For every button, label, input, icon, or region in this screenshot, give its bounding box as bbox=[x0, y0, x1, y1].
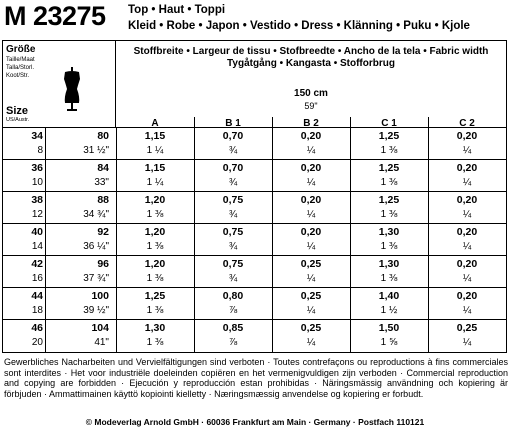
fabric-meters: 0,20 bbox=[300, 130, 322, 142]
size-eu-1: 42 bbox=[31, 258, 43, 270]
column-header: B 1 bbox=[225, 118, 241, 129]
fabric-yards: ¼ bbox=[306, 305, 316, 316]
size-eu-1: 36 bbox=[31, 162, 43, 174]
size-us-2: 39 ½" bbox=[83, 305, 109, 316]
fabric-meters: 1,20 bbox=[144, 258, 166, 270]
column-header: C 2 bbox=[459, 118, 475, 129]
size-eu-2: 104 bbox=[91, 322, 109, 334]
fabric-meters: 1,30 bbox=[144, 322, 166, 334]
fabric-width-cm: 150 cm bbox=[294, 88, 328, 99]
fabric-yards: 1 ⅜ bbox=[146, 241, 164, 252]
fabric-meters: 1,25 bbox=[378, 130, 400, 142]
fabric-yards: ¾ bbox=[228, 241, 238, 252]
size-divider bbox=[45, 224, 46, 255]
fabric-yards: 1 ¼ bbox=[146, 177, 164, 188]
size-divider bbox=[45, 192, 46, 223]
fabric-meters: 1,15 bbox=[144, 130, 166, 142]
fabric-yards: ⅞ bbox=[228, 305, 238, 316]
fabric-meters: 0,75 bbox=[222, 258, 244, 270]
fabric-meters: 0,25 bbox=[300, 322, 322, 334]
size-us-1: 18 bbox=[31, 305, 43, 316]
size-eu-1: 34 bbox=[31, 130, 43, 142]
size-divider bbox=[45, 320, 46, 352]
size-us-1: 10 bbox=[31, 177, 43, 188]
legal-notice: Gewerbliches Nacharbeiten und Vervielfältigungen sind verboten · Toutes contrefaçons ou reproductions à fins commerciales sont interdites · Het voor industriële doeleinden copiëren en het vermenigvuldigen zijn verboden · Commercial reproduction and copying are forbidden · Ejecución y reproducción estan prohibidas · Näringsmässig användning och kopiering är förbjuden · Ammattimainen käyttö kopiointi kielletty · Næringsmæssig anvendelse og kopiering er forbudt. bbox=[4, 357, 508, 399]
fabric-meters: 0,70 bbox=[222, 162, 244, 174]
fabric-meters: 1,50 bbox=[378, 322, 400, 334]
size-divider bbox=[45, 160, 46, 191]
size-lang-3: Koot/Str. bbox=[6, 73, 30, 79]
title-line-2: Kleid • Robe • Japon • Vestido • Dress • Klänning • Puku • Kjole bbox=[128, 20, 470, 32]
size-us-1: 14 bbox=[31, 241, 43, 252]
size-us-2: 34 ¾" bbox=[83, 209, 109, 220]
fabric-yards: ¾ bbox=[228, 177, 238, 188]
fabric-meters: 0,75 bbox=[222, 194, 244, 206]
column-header: C 1 bbox=[381, 118, 397, 129]
fabric-yards: 1 ⅜ bbox=[380, 145, 398, 156]
table-row bbox=[3, 192, 506, 224]
fabric-yards: ¼ bbox=[306, 145, 316, 156]
fabric-yards: ¼ bbox=[462, 177, 472, 188]
fabric-meters: 0,25 bbox=[300, 290, 322, 302]
size-us-1: 8 bbox=[37, 145, 43, 156]
garment-titles bbox=[128, 2, 470, 34]
size-us-1: 12 bbox=[31, 209, 43, 220]
fabric-yards: 1 ⅝ bbox=[380, 337, 398, 348]
table-row bbox=[3, 224, 506, 256]
size-eu-1: 44 bbox=[31, 290, 43, 302]
fabric-yards: 1 ⅜ bbox=[146, 337, 164, 348]
fabric-yards: ¼ bbox=[306, 177, 316, 188]
fabric-yards: ¼ bbox=[462, 337, 472, 348]
size-header bbox=[3, 41, 116, 128]
fabric-yards: ¾ bbox=[228, 273, 238, 284]
size-divider bbox=[45, 256, 46, 287]
fabric-width-in: 59" bbox=[304, 101, 318, 111]
fabric-meters: 0,20 bbox=[456, 290, 478, 302]
fabric-yards: 1 ⅜ bbox=[146, 273, 164, 284]
column-divider bbox=[194, 117, 195, 352]
fabric-meters: 1,30 bbox=[378, 226, 400, 238]
fabric-meters: 0,70 bbox=[222, 130, 244, 142]
fabric-yards: 1 ¼ bbox=[146, 145, 164, 156]
fabric-yards: 1 ½ bbox=[380, 305, 398, 316]
fabric-yards: ¾ bbox=[228, 145, 238, 156]
size-us-1: 20 bbox=[31, 337, 43, 348]
fabric-meters: 0,20 bbox=[300, 162, 322, 174]
fabric-yards: 1 ⅜ bbox=[380, 177, 398, 188]
fabric-meters: 0,20 bbox=[456, 194, 478, 206]
fabric-yards: ¼ bbox=[306, 209, 316, 220]
fabric-yards: ⅞ bbox=[228, 337, 238, 348]
column-divider bbox=[350, 117, 351, 352]
fabric-meters: 1,20 bbox=[144, 194, 166, 206]
fabric-meters: 1,15 bbox=[144, 162, 166, 174]
fabric-meters: 0,85 bbox=[222, 322, 244, 334]
size-divider bbox=[45, 288, 46, 319]
fabric-title-line-2: Tygåtgång • Kangasta • Stofforbrug bbox=[227, 58, 395, 69]
fabric-yards: ¼ bbox=[462, 273, 472, 284]
fabric-meters: 0,25 bbox=[300, 258, 322, 270]
fabric-meters: 1,25 bbox=[378, 162, 400, 174]
fabric-width-title bbox=[116, 46, 506, 70]
fabric-yards: ¼ bbox=[462, 209, 472, 220]
fabric-table bbox=[2, 40, 507, 353]
size-eu-2: 80 bbox=[97, 130, 109, 142]
fabric-yards: ¼ bbox=[306, 241, 316, 252]
size-eu-2: 92 bbox=[97, 226, 109, 238]
size-us-2: 41" bbox=[94, 337, 109, 348]
size-us-label: US/Austr. bbox=[6, 117, 30, 123]
column-divider bbox=[272, 117, 273, 352]
dress-form-icon bbox=[61, 67, 83, 113]
column-divider bbox=[428, 117, 429, 352]
table-row bbox=[3, 160, 506, 192]
fabric-meters: 0,20 bbox=[456, 162, 478, 174]
size-eu-1: 46 bbox=[31, 322, 43, 334]
size-languages bbox=[6, 56, 35, 80]
fabric-meters: 1,30 bbox=[378, 258, 400, 270]
size-eu-2: 96 bbox=[97, 258, 109, 270]
size-us-2: 31 ½" bbox=[83, 145, 109, 156]
size-eu-2: 88 bbox=[97, 194, 109, 206]
fabric-meters: 1,40 bbox=[378, 290, 400, 302]
fabric-yards: 1 ⅜ bbox=[380, 241, 398, 252]
fabric-meters: 0,20 bbox=[456, 226, 478, 238]
size-word: Size bbox=[6, 105, 29, 117]
fabric-width-header bbox=[116, 41, 506, 128]
fabric-meters: 0,20 bbox=[300, 226, 322, 238]
fabric-meters: 1,20 bbox=[144, 226, 166, 238]
fabric-meters: 0,25 bbox=[456, 322, 478, 334]
size-eu-1: 38 bbox=[31, 194, 43, 206]
fabric-meters: 0,80 bbox=[222, 290, 244, 302]
pattern-number: M 23275 bbox=[4, 1, 106, 31]
fabric-meters: 0,75 bbox=[222, 226, 244, 238]
table-row bbox=[3, 288, 506, 320]
title-line-1: Top • Haut • Toppi bbox=[128, 4, 226, 16]
fabric-yards: 1 ⅜ bbox=[146, 209, 164, 220]
fabric-yards: ¼ bbox=[462, 241, 472, 252]
table-row bbox=[3, 320, 506, 352]
fabric-yards: ¼ bbox=[462, 145, 472, 156]
fabric-yards: 1 ⅜ bbox=[380, 273, 398, 284]
fabric-yards: ¾ bbox=[228, 209, 238, 220]
fabric-yards: ¼ bbox=[462, 305, 472, 316]
size-divider bbox=[45, 128, 46, 159]
table-row bbox=[3, 256, 506, 288]
fabric-yards: ¼ bbox=[306, 337, 316, 348]
fabric-meters: 1,25 bbox=[378, 194, 400, 206]
fabric-meters: 0,20 bbox=[456, 130, 478, 142]
size-lang-1: Taille/Maat bbox=[6, 57, 35, 63]
size-title: Größe bbox=[6, 44, 36, 55]
column-header: B 2 bbox=[303, 118, 319, 129]
table-row bbox=[3, 128, 506, 160]
size-us-2: 36 ¼" bbox=[83, 241, 109, 252]
fabric-meters: 1,25 bbox=[144, 290, 166, 302]
fabric-meters: 0,20 bbox=[456, 258, 478, 270]
fabric-meters: 0,20 bbox=[300, 194, 322, 206]
column-header: A bbox=[151, 118, 159, 129]
fabric-yards: ¼ bbox=[306, 273, 316, 284]
publisher-footer: © Modeverlag Arnold GmbH · 60036 Frankfurt am Main · Germany · Postfach 110121 bbox=[85, 417, 425, 427]
fabric-title-line-1: Stoffbreite • Largeur de tissu • Stofbreedte • Ancho de la tela • Fabric width bbox=[133, 46, 489, 57]
size-us-1: 16 bbox=[31, 273, 43, 284]
fabric-yards: 1 ⅜ bbox=[380, 209, 398, 220]
fabric-yards: 1 ⅜ bbox=[146, 305, 164, 316]
size-us-2: 37 ¾" bbox=[83, 273, 109, 284]
size-us-2: 33" bbox=[94, 177, 109, 188]
size-eu-2: 100 bbox=[91, 290, 109, 302]
size-eu-1: 40 bbox=[31, 226, 43, 238]
size-eu-2: 84 bbox=[97, 162, 109, 174]
size-lang-2: Talla/Storl. bbox=[6, 65, 35, 71]
size-column-divider bbox=[116, 128, 117, 352]
